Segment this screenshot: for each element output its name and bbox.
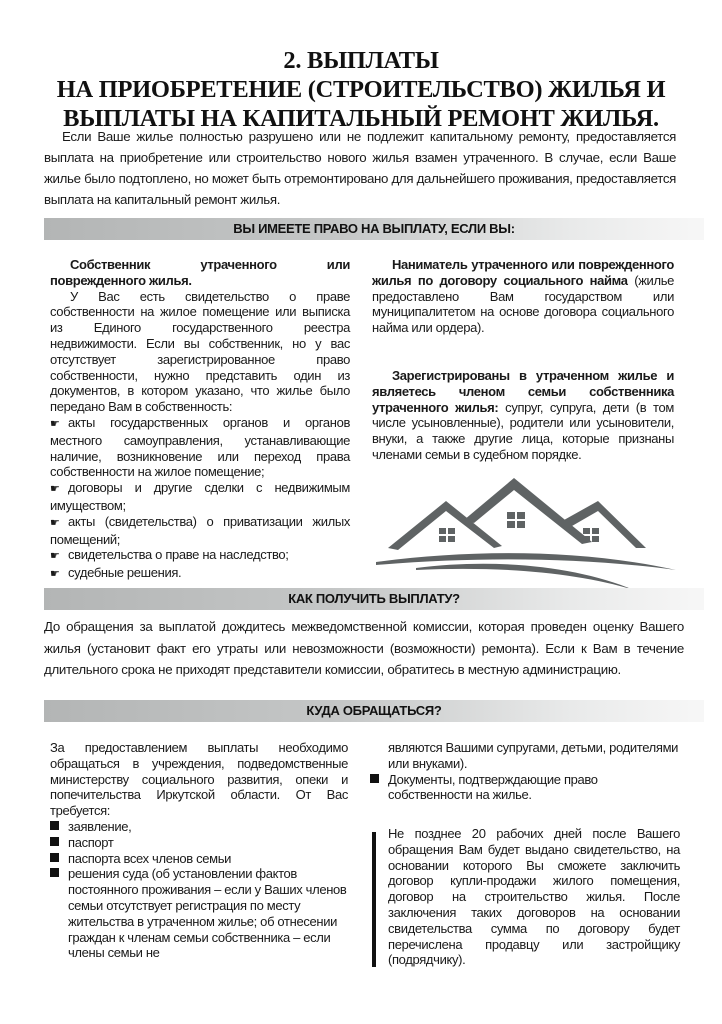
- tenant-title: Наниматель утраченного или поврежденного жилья по договору социального найма: [372, 257, 674, 288]
- note-accent-bar: [372, 832, 376, 967]
- title-line-3: ВЫПЛАТЫ НА КАПИТАЛЬНЫЙ РЕМОНТ ЖИЛЬЯ.: [63, 105, 659, 132]
- owner-bullet: ☛ судебные решения.: [50, 565, 350, 583]
- intro-paragraph: Если Ваше жилье полностью разрушено или не подлежит капитальному ремонту, предоставляется выплата на приобретение или строительство нового жилья взамен утраченного. В случае, если Ваше жилье было подтоплено, но может быть отремонтировано для дальнейшего проживания, предоставляется выплата на капитальный ремонт жилья.: [44, 129, 676, 207]
- requirement-item-continued: являются Вашими супругами, детьми, родителями или внуками).: [388, 740, 679, 771]
- houses-logo-icon: [376, 468, 706, 596]
- square-bullet-icon: [50, 853, 59, 862]
- section-heading-rights: ВЫ ИМЕЕТЕ ПРАВО НА ВЫПЛАТУ, ЕСЛИ ВЫ:: [44, 218, 704, 240]
- note-text: Не позднее 20 рабочих дней после Вашего обращения Вам будет выдано свидетельство, на основании которого Вы сможете заключить договор купли-продажи жилого помещения, договор на строительство жилья. После заключения таких договоров на основании свидетельства сумма по договору будет перечислена продавцу или застройщику (подрядчику).: [388, 826, 680, 968]
- where-right-block: [370, 740, 680, 803]
- pointing-hand-icon: ☛: [50, 516, 60, 529]
- pointing-hand-icon: ☛: [50, 483, 60, 496]
- pointing-hand-icon: ☛: [50, 568, 60, 581]
- owner-block: [50, 257, 350, 583]
- square-bullet-icon: [50, 868, 59, 877]
- family-title: Зарегистрированы в утраченном жилье и являетесь членом семьи собственника утраченного жилья:: [372, 368, 674, 415]
- requirement-item: заявление,: [50, 819, 348, 835]
- owner-text: У Вас есть свидетельство о праве собственности на жилое помещение или выписка из Единого государственного реестра недвижимости. Если вы собственник, но у вас отсутствует зарегистрированное право собственности, нужно представить один из документов, в котором указано, что жилье было передано Вам в собственность:: [50, 288, 350, 415]
- owner-title: Собственник утраченного или поврежденного жилья.: [50, 257, 350, 288]
- family-text: супруг, супруга, дети (в том числе усыновленные), родители или усыновители, внуки, а также другие лица, которые признаны членами семьи в судебном порядке.: [372, 399, 674, 462]
- how-paragraph: До обращения за выплатой дождитесь межведомственной комиссии, которая проведен оценку Вашего жилья (установит факт его утраты или невозможности (возможности) ремонта). Если к Вам в течение длительного срока не приходят представители комиссии, обратитесь в местную администрацию.: [44, 619, 684, 677]
- owner-bullet: ☛ акты (свидетельства) о приватизации жилых помещений;: [50, 513, 350, 547]
- title-line-2: НА ПРИОБРЕТЕНИЕ (СТРОИТЕЛЬСТВО) ЖИЛЬЯ И: [56, 76, 666, 103]
- page-title: [0, 46, 722, 133]
- family-block: [372, 368, 674, 463]
- where-intro: За предоставлением выплаты необходимо обращаться в учреждения, подведомственные министерству социального развития, опеки и попечительства Иркутской области. От Вас требуется:: [50, 740, 348, 819]
- tenant-block: [372, 257, 674, 336]
- requirement-item: паспорт: [50, 835, 348, 851]
- note-block: [388, 826, 680, 968]
- pointing-hand-icon: ☛: [50, 417, 60, 430]
- square-bullet-icon: [50, 821, 59, 830]
- section-heading-where: КУДА ОБРАЩАТЬСЯ?: [44, 700, 704, 722]
- tenant-text: (жилье предоставлено Вам государством или муниципалитетом на основе договора социального найма или ордера).: [372, 272, 674, 336]
- owner-bullet: ☛ свидетельства о праве на наследство;: [50, 547, 350, 565]
- requirement-item: паспорта всех членов семьи: [50, 851, 348, 867]
- pointing-hand-icon: ☛: [50, 550, 60, 563]
- requirement-item: решения суда (об установлении фактов постоянного проживания – если у Ваших членов семьи отсутствует регистрация по месту жительства в утраченном жилье; об отнесении граждан к членам семьи собственника – если члены семьи не: [50, 866, 348, 961]
- requirement-item: Документы, подтверждающие право собственности на жилье.: [370, 772, 680, 804]
- section-heading-how: КАК ПОЛУЧИТЬ ВЫПЛАТУ?: [44, 588, 704, 610]
- title-line-1: 2. ВЫПЛАТЫ: [283, 47, 439, 74]
- where-left-block: [50, 740, 348, 961]
- square-bullet-icon: [370, 774, 379, 783]
- square-bullet-icon: [50, 837, 59, 846]
- owner-bullet: ☛ акты государственных органов и органов местного самоуправления, устанавливающие наличие, возникновение или переход права собственности на жилое помещение;: [50, 414, 350, 480]
- owner-bullet: ☛ договоры и другие сделки с недвижимым имуществом;: [50, 480, 350, 513]
